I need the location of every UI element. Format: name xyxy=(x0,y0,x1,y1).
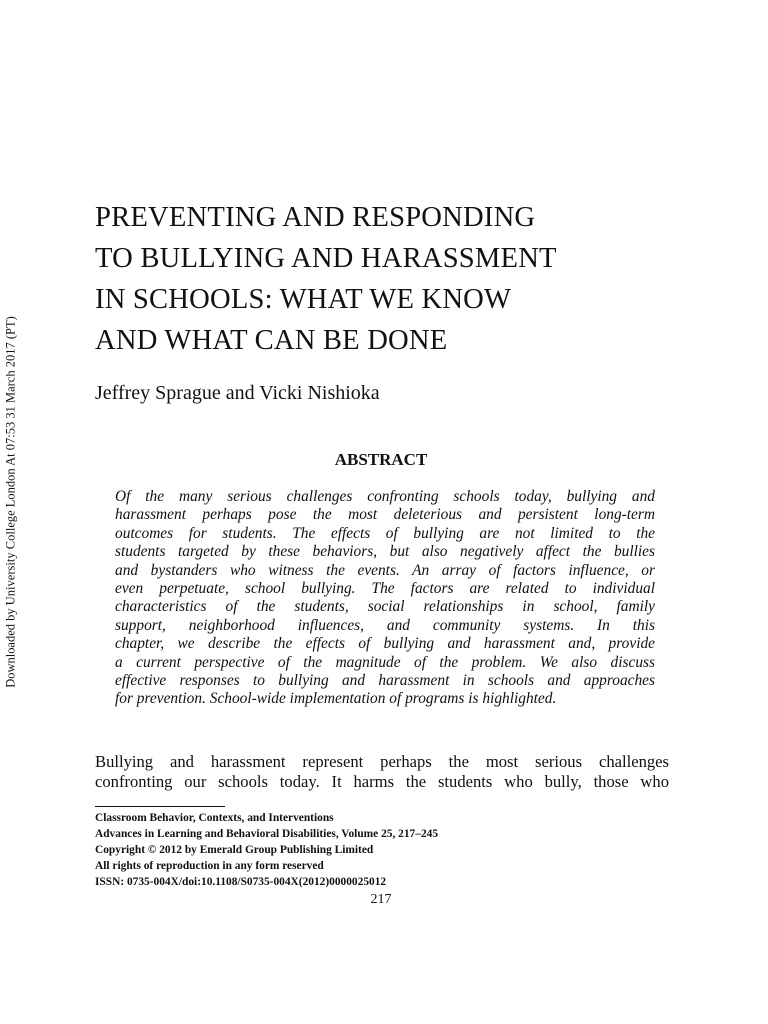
abstract-heading: ABSTRACT xyxy=(334,450,428,469)
abstract-line: outcomes for students. The effects of bullying are not limited to the xyxy=(115,524,655,542)
abstract-line: chapter, we describe the effects of bullying and harassment and, provide xyxy=(115,635,655,653)
abstract-line: students targeted by these behaviors, but also negatively affect the bullies xyxy=(115,543,655,561)
author-names: Jeffrey Sprague and Vicki Nishioka xyxy=(95,382,380,404)
footnote-line: Classroom Behavior, Contexts, and Interventions xyxy=(95,812,334,824)
body-line: Bullying and harassment represent perhaps the most serious challenges xyxy=(95,752,669,771)
abstract-line: characteristics of the students, social relationships in school, family xyxy=(115,598,655,616)
chapter-title xyxy=(95,197,735,361)
chapter-title-line: AND WHAT CAN BE DONE xyxy=(95,325,448,356)
download-watermark-text: Downloaded by University College London At 07:53 31 March 2017 (PT) xyxy=(3,316,18,688)
download-watermark xyxy=(0,0,22,1024)
publication-footnote xyxy=(95,810,655,890)
abstract-line: effective responses to bullying and harassment in schools and approaches xyxy=(115,672,655,690)
chapter-title-line: IN SCHOOLS: WHAT WE KNOW xyxy=(95,284,512,315)
footnote-line: ISSN: 0735-004X/doi:10.1108/S0735-004X(2012)0000025012 xyxy=(95,876,387,888)
abstract-line: Of the many serious challenges confronting schools today, bullying and xyxy=(115,488,655,505)
abstract-line: a current perspective of the magnitude of the problem. We also discuss xyxy=(115,653,655,671)
footnote-line: Copyright © 2012 by Emerald Group Publishing Limited xyxy=(95,844,374,856)
abstract-line: for prevention. School-wide implementation of programs is highlighted. xyxy=(115,690,557,708)
body-paragraph xyxy=(95,752,669,792)
abstract-line: and bystanders who witness the events. An array of factors influence, or xyxy=(115,561,655,579)
footnote-divider xyxy=(95,806,225,807)
body-line: confronting our schools today. It harms the students who bully, those who xyxy=(95,772,669,791)
footnote-line: Advances in Learning and Behavioral Disabilities, Volume 25, 217–245 xyxy=(95,828,439,840)
abstract-line: harassment perhaps pose the most deleterious and persistent long-term xyxy=(115,506,655,524)
abstract-line: even perpetuate, school bullying. The factors are related to individual xyxy=(115,580,655,598)
abstract-body xyxy=(115,488,655,709)
abstract-line: support, neighborhood influences, and community systems. In this xyxy=(115,616,655,634)
footnote-line: All rights of reproduction in any form reserved xyxy=(95,860,324,872)
chapter-title-line: TO BULLYING AND HARASSMENT xyxy=(95,243,557,274)
chapter-title-line: PREVENTING AND RESPONDING xyxy=(95,202,536,233)
page-number: 217 xyxy=(370,892,392,907)
